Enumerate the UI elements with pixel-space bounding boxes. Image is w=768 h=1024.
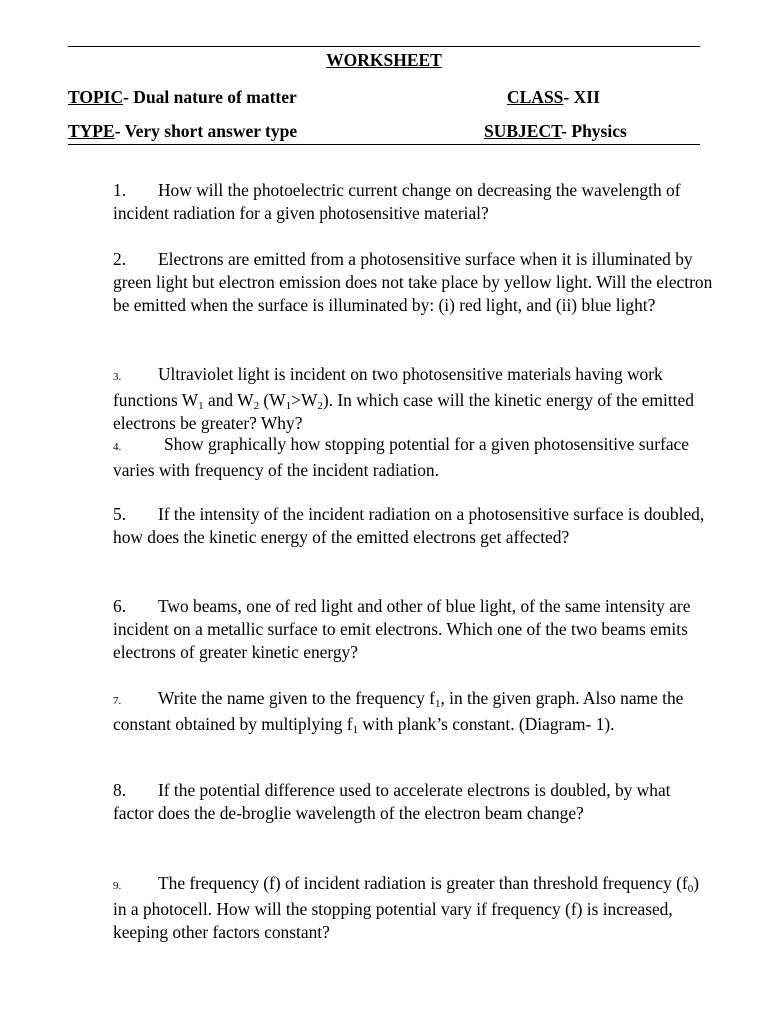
type-label: TYPE (68, 121, 115, 141)
question-text: Ultraviolet light is incident on two photosensitive materials having work functions W (113, 364, 663, 410)
question-text: Two beams, one of red light and other of blue light, of the same intensity are incident on a metallic surface to emit electrons. Which one of the two beams emits electrons of greater kinetic energy? (113, 596, 691, 662)
question-8 (113, 779, 713, 825)
question-number: 2. (113, 249, 127, 269)
subscript: 2 (253, 400, 260, 412)
topic-value: - Dual nature of matter (123, 87, 297, 107)
question-4 (113, 433, 713, 482)
question-text: ) in a photocell. How will the stopping potential vary if frequency (f) is increased, keeping other factors constant? (113, 873, 699, 942)
question-text: How will the photoelectric current change on decreasing the wavelength of incident radiation for a given photosensitive material? (113, 180, 681, 223)
question-number: 5. (113, 504, 127, 524)
question-6 (113, 595, 713, 664)
question-text: (W (259, 390, 286, 410)
question-text: The frequency (f) of incident radiation is greater than threshold frequency (f (158, 873, 688, 893)
top-rule (68, 46, 700, 47)
question-number: 7. (113, 695, 122, 707)
question-7 (113, 687, 713, 736)
question-text: Show graphically how stopping potential for a given photosensitive surface varies with frequency of the incident radiation. (113, 434, 689, 480)
topic-line (68, 87, 297, 107)
question-text: and W (203, 390, 254, 410)
subscript: 1 (198, 400, 204, 412)
topic-label: TOPIC (68, 87, 124, 107)
question-5 (113, 503, 713, 549)
subject-line (484, 121, 627, 141)
class-line (507, 87, 600, 107)
type-value: - Very short answer type (114, 121, 298, 141)
question-text: ). In which case will the kinetic energy of the emitted electrons be greater? Why? (113, 390, 694, 433)
question-number: 4. (113, 441, 122, 453)
question-3 (113, 363, 713, 435)
question-text: If the potential difference used to accelerate electrons is doubled, by what factor does the de-broglie wavelength of the electron beam change? (113, 780, 671, 823)
question-number: 9. (113, 880, 122, 892)
subscript: 1 (352, 724, 359, 736)
question-number: 3. (113, 371, 122, 383)
subject-value: - Physics (561, 121, 627, 141)
question-text: If the intensity of the incident radiation on a photosensitive surface is doubled, how does the kinetic energy of the emitted electrons get affected? (113, 504, 705, 547)
question-9 (113, 872, 713, 944)
question-text: , in the given graph. Also name the constant obtained by multiplying f (113, 688, 684, 734)
question-text: with plank’s constant. (Diagram- 1). (358, 714, 615, 734)
subscript: 2 (317, 400, 323, 412)
question-text: Write the name given to the frequency f (158, 688, 435, 708)
worksheet-title: WORKSHEET (326, 50, 442, 70)
type-line (68, 121, 297, 141)
question-number: 8. (113, 780, 127, 800)
header-bottom-rule (68, 144, 700, 145)
subscript: 0 (687, 883, 694, 895)
question-2 (113, 248, 713, 317)
subscript: 1 (285, 400, 292, 412)
question-1 (113, 179, 713, 225)
subject-label: SUBJECT (484, 121, 562, 141)
question-text: >W (291, 390, 318, 410)
class-label: CLASS (507, 87, 564, 107)
subscript: 1 (434, 698, 441, 710)
class-value: - XII (563, 87, 600, 107)
question-number: 1. (113, 180, 127, 200)
question-number: 6. (113, 596, 127, 616)
question-text: Electrons are emitted from a photosensitive surface when it is illuminated by green light but electron emission does not take place by yellow light. Will the electron be emitted when the surface is illuminated by: (i) red light, and (ii) blue light? (113, 249, 713, 315)
